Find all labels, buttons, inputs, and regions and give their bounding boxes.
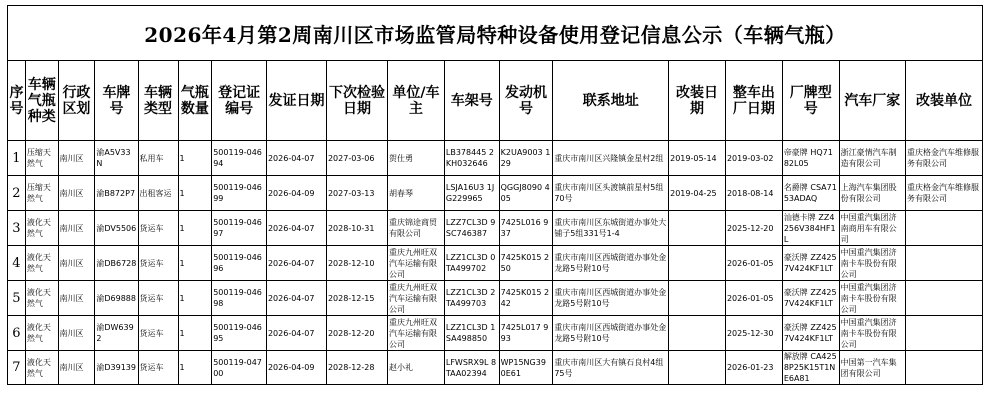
table-cell: 货运车 bbox=[138, 281, 178, 316]
table-cell: 重庆九州旺双汽车运输有限公司 bbox=[388, 246, 445, 281]
table-cell: 中国第一汽车集团有限公司 bbox=[839, 351, 905, 385]
table-cell: 2019-03-02 bbox=[725, 141, 782, 176]
column-header: 联系地址 bbox=[553, 61, 669, 141]
table-row bbox=[8, 246, 983, 281]
table-cell: 重庆九州旺双汽车运输有限公司 bbox=[388, 281, 445, 316]
column-header: 厂牌型号 bbox=[782, 61, 839, 141]
table-cell: 2026-01-05 bbox=[725, 246, 782, 281]
table-cell: 2028-12-20 bbox=[326, 316, 387, 351]
column-header: 车牌号 bbox=[95, 61, 138, 141]
table-cell bbox=[905, 316, 982, 351]
table-cell: 2028-12-10 bbox=[326, 246, 387, 281]
table-cell bbox=[905, 351, 982, 385]
registration-table bbox=[7, 60, 983, 385]
table-cell: 2026-04-07 bbox=[266, 316, 326, 351]
column-header: 行政区划 bbox=[58, 61, 95, 141]
table-cell: 豪沃牌 ZZ4257V424KF1LT bbox=[782, 246, 839, 281]
table-cell: QGGJ8090 405 bbox=[499, 176, 553, 211]
table-cell: 渝DB6728 bbox=[95, 246, 138, 281]
table-cell: 压缩天然气 bbox=[25, 176, 58, 211]
table-cell: 渝A5V33N bbox=[95, 141, 138, 176]
table-cell: 7425L016 937 bbox=[499, 211, 553, 246]
table-cell: 500119-04696 bbox=[212, 246, 267, 281]
table-cell: 500119-04695 bbox=[212, 316, 267, 351]
table-cell: 2026-04-09 bbox=[266, 351, 326, 385]
table-cell: 名爵牌 CSA7153ADAQ bbox=[782, 176, 839, 211]
column-header: 登记证编号 bbox=[212, 61, 267, 141]
table-cell: 2027-03-13 bbox=[326, 176, 387, 211]
table-cell: 赵小礼 bbox=[388, 351, 445, 385]
table-cell: 1 bbox=[178, 176, 212, 211]
table-cell: 7425L017 993 bbox=[499, 316, 553, 351]
table-cell: 1 bbox=[178, 316, 212, 351]
table-cell: 2028-12-15 bbox=[326, 281, 387, 316]
table-cell: 货运车 bbox=[138, 351, 178, 385]
table-cell: 重庆市南川区西城街道办事处金龙路5号附10号 bbox=[553, 316, 669, 351]
table-cell bbox=[669, 316, 726, 351]
table-cell: 7425K015 242 bbox=[499, 281, 553, 316]
table-cell: 2026-01-23 bbox=[725, 351, 782, 385]
table-cell: 私用车 bbox=[138, 141, 178, 176]
table-cell: 南川区 bbox=[58, 141, 95, 176]
table-cell: 1 bbox=[178, 281, 212, 316]
table-cell: 500119-04698 bbox=[212, 281, 267, 316]
table-cell: 6 bbox=[8, 316, 26, 351]
table-cell: WP15NG39 0E61 bbox=[499, 351, 553, 385]
table-cell: 2 bbox=[8, 176, 26, 211]
table-cell: 中国重汽集团济南卡车股份有限公司 bbox=[839, 316, 905, 351]
table-cell: 南川区 bbox=[58, 351, 95, 385]
table-cell: 重庆市南川区西城街道办事处金龙路5号附10号 bbox=[553, 246, 669, 281]
table-cell: 重庆市南川区兴隆镇金星村2组 bbox=[553, 141, 669, 176]
table-row bbox=[8, 141, 983, 176]
table-cell: 南川区 bbox=[58, 281, 95, 316]
table-cell: 重庆格金汽车维修服务有限公司 bbox=[905, 141, 982, 176]
table-cell: 1 bbox=[178, 211, 212, 246]
page-title: 2026年4月第2周南川区市场监管局特种设备使用登记信息公示（车辆气瓶） bbox=[144, 22, 846, 47]
table-cell: 渝D69888 bbox=[95, 281, 138, 316]
table-cell: 胡春琴 bbox=[388, 176, 445, 211]
column-header: 发证日期 bbox=[266, 61, 326, 141]
table-cell: 2026-04-07 bbox=[266, 211, 326, 246]
table-row bbox=[8, 351, 983, 385]
table-cell: 重庆市南川区东城街道办事处大铺子5组331号1-4 bbox=[553, 211, 669, 246]
table-cell: 1 bbox=[178, 141, 212, 176]
table-cell bbox=[669, 246, 726, 281]
table-cell: 1 bbox=[8, 141, 26, 176]
table-cell: 渝B872P7 bbox=[95, 176, 138, 211]
table-cell: 2025-12-30 bbox=[725, 316, 782, 351]
column-header: 车辆气瓶种类 bbox=[25, 61, 58, 141]
table-row bbox=[8, 176, 983, 211]
column-header: 改装日期 bbox=[669, 61, 726, 141]
table-cell: 液化天然气 bbox=[25, 246, 58, 281]
table-cell: K2UA9003 129 bbox=[499, 141, 553, 176]
table-cell: 7 bbox=[8, 351, 26, 385]
table-cell: 渝DV5506 bbox=[95, 211, 138, 246]
table-header-row bbox=[8, 61, 983, 141]
table-cell bbox=[669, 281, 726, 316]
table-cell: LZZ1CL3D 1SA498850 bbox=[444, 316, 499, 351]
table-cell: 2025-12-20 bbox=[725, 211, 782, 246]
column-header: 发动机号 bbox=[499, 61, 553, 141]
table-cell: 上海汽车集团股份有限公司 bbox=[839, 176, 905, 211]
table-cell: 压缩天然气 bbox=[25, 141, 58, 176]
column-header: 车架号 bbox=[444, 61, 499, 141]
table-cell bbox=[905, 211, 982, 246]
table-cell bbox=[905, 246, 982, 281]
table-cell: 渝D39139 bbox=[95, 351, 138, 385]
table-row bbox=[8, 211, 983, 246]
table-cell: 重庆九州旺双汽车运输有限公司 bbox=[388, 316, 445, 351]
table-cell: 南川区 bbox=[58, 316, 95, 351]
column-header: 单位/车主 bbox=[388, 61, 445, 141]
table-cell: 重庆格金汽车维修服务有限公司 bbox=[905, 176, 982, 211]
table-cell: 4 bbox=[8, 246, 26, 281]
table-cell: 2026-04-09 bbox=[266, 176, 326, 211]
column-header: 气瓶数量 bbox=[178, 61, 212, 141]
table-cell: 2019-05-14 bbox=[669, 141, 726, 176]
table-cell: LZZ7CL3D 9SC746387 bbox=[444, 211, 499, 246]
table-cell: 中国重汽集团济南卡车股份有限公司 bbox=[839, 281, 905, 316]
table-cell: 浙江豪情汽车制造有限公司 bbox=[839, 141, 905, 176]
table-cell: 5 bbox=[8, 281, 26, 316]
table-cell: 豪沃牌 ZZ4257V424KF1LT bbox=[782, 281, 839, 316]
table-cell: 重庆市南川区大有镇石良村4组75号 bbox=[553, 351, 669, 385]
table-cell: 2026-04-07 bbox=[266, 281, 326, 316]
table-cell: 3 bbox=[8, 211, 26, 246]
table-cell: 贺仕勇 bbox=[388, 141, 445, 176]
table-cell: 豪沃牌 ZZ4257V424KF1LT bbox=[782, 316, 839, 351]
table-cell: LZZ1CL3D 0TA499702 bbox=[444, 246, 499, 281]
table-cell: 2028-10-31 bbox=[326, 211, 387, 246]
table-cell: 南川区 bbox=[58, 176, 95, 211]
table-cell: 2027-03-06 bbox=[326, 141, 387, 176]
table-cell: 重庆市南川区西城街道办事处金龙路5号附10号 bbox=[553, 281, 669, 316]
column-header: 车辆类型 bbox=[138, 61, 178, 141]
table-cell bbox=[669, 351, 726, 385]
column-header: 下次检验日期 bbox=[326, 61, 387, 141]
table-cell: 南川区 bbox=[58, 246, 95, 281]
column-header: 序号 bbox=[8, 61, 26, 141]
table-cell: 液化天然气 bbox=[25, 211, 58, 246]
table-cell: 500119-04694 bbox=[212, 141, 267, 176]
table-cell: LSJA16U3 1JG229965 bbox=[444, 176, 499, 211]
table-cell: 渝DW6392 bbox=[95, 316, 138, 351]
table-body bbox=[8, 141, 983, 385]
table-cell: 汕德卡牌 ZZ4256V384HF1L bbox=[782, 211, 839, 246]
table-cell: 1 bbox=[178, 246, 212, 281]
table-cell: 1 bbox=[178, 351, 212, 385]
table-cell: LZZ1CL3D 2TA499703 bbox=[444, 281, 499, 316]
table-cell: 500119-04699 bbox=[212, 176, 267, 211]
table-cell: 液化天然气 bbox=[25, 281, 58, 316]
table-cell: 重庆锦途商贸有限公司 bbox=[388, 211, 445, 246]
table-cell: 500119-04697 bbox=[212, 211, 267, 246]
column-header: 改装单位 bbox=[905, 61, 982, 141]
table-cell: 液化天然气 bbox=[25, 316, 58, 351]
table-cell: 7425K015 250 bbox=[499, 246, 553, 281]
table-cell: 解放牌 CA4258P25K15T1NE6A81 bbox=[782, 351, 839, 385]
table-cell: 出租客运 bbox=[138, 176, 178, 211]
table-cell: 货运车 bbox=[138, 211, 178, 246]
table-cell: 南川区 bbox=[58, 211, 95, 246]
table-cell: 2019-04-25 bbox=[669, 176, 726, 211]
table-cell: 中国重汽集团济南卡车股份有限公司 bbox=[839, 246, 905, 281]
table-cell: 2026-04-07 bbox=[266, 246, 326, 281]
table-cell bbox=[905, 281, 982, 316]
table-cell: 2026-01-05 bbox=[725, 281, 782, 316]
table-cell: LB378445 2KH032646 bbox=[444, 141, 499, 176]
table-cell: 货运车 bbox=[138, 246, 178, 281]
table-cell bbox=[669, 211, 726, 246]
table-cell: 货运车 bbox=[138, 316, 178, 351]
table-cell: 帝豪牌 HQ7182L05 bbox=[782, 141, 839, 176]
table-cell: LFWSRX9L 8TAA02394 bbox=[444, 351, 499, 385]
table-cell: 液化天然气 bbox=[25, 351, 58, 385]
table-cell: 500119-04700 bbox=[212, 351, 267, 385]
column-header: 整车出厂日期 bbox=[725, 61, 782, 141]
table-cell: 2026-04-07 bbox=[266, 141, 326, 176]
table-row bbox=[8, 316, 983, 351]
title-box bbox=[7, 5, 983, 61]
table-cell: 中国重汽集团济南商用车有限公司 bbox=[839, 211, 905, 246]
table-cell: 2018-08-14 bbox=[725, 176, 782, 211]
table-row bbox=[8, 281, 983, 316]
table-cell: 重庆市南川区头渡镇前星村5组70号 bbox=[553, 176, 669, 211]
column-header: 汽车厂家 bbox=[839, 61, 905, 141]
table-cell: 2028-12-28 bbox=[326, 351, 387, 385]
